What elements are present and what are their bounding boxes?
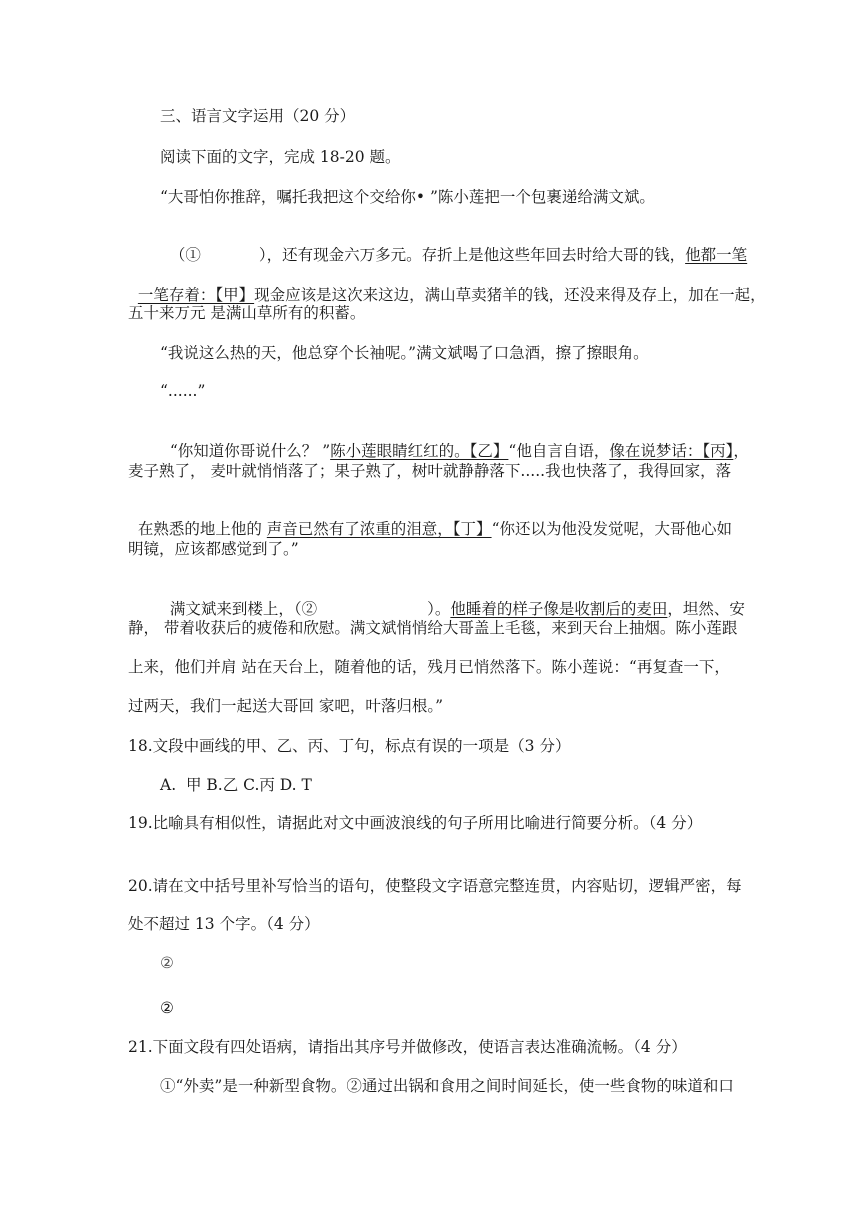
blank-1-label: （① bbox=[169, 246, 201, 264]
blank-2-label: 满文斌来到楼上，（② bbox=[169, 600, 318, 618]
passage-text: 现金应该是这次来这边，满山草卖猪羊的钱，还没来得及存上，加在一起， bbox=[254, 286, 766, 304]
underlined-sentence-jia: 他都一笔 bbox=[685, 246, 748, 264]
passage-text: “他自言自语， bbox=[508, 442, 610, 460]
passage-paragraph-6-line-3: 上来，他们并肩 站在天台上，随着他的话，残月已悄然落下。陈小莲说：“再复查一下， bbox=[128, 658, 730, 676]
passage-paragraph-4: “......” bbox=[160, 382, 206, 400]
underlined-sentence-bing: 像在说梦话：【丙】 bbox=[609, 442, 734, 460]
passage-text: “你还以为他没发觉呢，大哥他心如 bbox=[491, 520, 732, 538]
passage-paragraph-2-line-1 bbox=[160, 225, 747, 265]
passage-paragraph-6-line-2: 静， 带着收获后的疲倦和欣慰。满文斌悄悄给大哥盖上毛毯，来到天台上抽烟。陈小莲跟 bbox=[128, 619, 738, 637]
passage-text: ，坦然、安 bbox=[667, 600, 745, 618]
passage-paragraph-5-line-4: 明镜，应该都感觉到了。” bbox=[128, 540, 299, 558]
answer-marker-1: ② bbox=[160, 954, 174, 972]
passage-paragraph-2-line-2 bbox=[128, 265, 766, 305]
question-18-options: A. 甲 B.乙 C.丙 D. T bbox=[160, 776, 312, 794]
passage-paragraph-5-line-2: 麦子熟了， 麦叶就悄悄落了；果子熟了，树叶就静静落下.....我也快落了，我得回家，落 bbox=[128, 462, 732, 480]
wavy-underlined-metaphor: 他睡着的样子像是收割后的麦田 bbox=[450, 600, 668, 618]
question-20-line-2: 处不超过 13 个字。（4 分） bbox=[128, 915, 320, 933]
passage-text: ）。 bbox=[427, 600, 451, 618]
passage-paragraph-5-line-1 bbox=[160, 421, 749, 461]
question-18: 18.文段中画线的甲、乙、丙、丁句，标点有误的一项是（3 分） bbox=[128, 737, 571, 755]
passage-paragraph-2-line-3: 五十来万元 是满山草所有的积蓄。 bbox=[128, 304, 366, 322]
question-21-text: ①“外卖”是一种新型食物。②通过出锅和食用之间时间延长，使一些食物的味道和口 bbox=[160, 1077, 734, 1095]
passage-paragraph-6-line-4: 过两天，我们一起送大哥回 家吧，叶落归根。” bbox=[128, 697, 444, 715]
passage-paragraph-1: “大哥怕你推辞，嘱托我把这个交给你• ”陈小莲把一个包裹递给满文斌。 bbox=[160, 188, 655, 206]
underlined-sentence-yi: 陈小莲眼睛红红的。【乙】 bbox=[330, 442, 509, 460]
question-19: 19.比喻具有相似性，请据此对文中画波浪线的句子所用比喻进行简要分析。（4 分） bbox=[128, 814, 703, 832]
passage-paragraph-6-line-1 bbox=[160, 579, 745, 619]
passage-text: ），还有现金六万多元。存折上是他这些年回去时给大哥的钱， bbox=[258, 246, 686, 264]
passage-paragraph-3: “我说这么热的天，他总穿个长袖呢。”满文斌喝了口急酒，擦了擦眼角。 bbox=[160, 344, 649, 362]
passage-text: 在熟悉的地上他的 bbox=[137, 520, 267, 538]
instruction: 阅读下面的文字，完成 18-20 题。 bbox=[160, 148, 401, 166]
passage-paragraph-5-line-3 bbox=[128, 499, 732, 539]
question-20-line-1: 20.请在文中括号里补写恰当的语句，使整段文字语意完整连贯，内容贴切，逻辑严密，每 bbox=[128, 877, 742, 895]
question-21: 21.下面文段有四处语病，请指出其序号并做修改，使语言表达准确流畅。（4 分） bbox=[128, 1038, 687, 1056]
underlined-sentence-jia-end: 一笔存着：【甲】 bbox=[137, 286, 255, 304]
passage-text: ， bbox=[733, 442, 749, 460]
passage-text: “你知道你哥说什么？ ” bbox=[169, 442, 331, 460]
answer-marker-2: ② bbox=[160, 999, 174, 1017]
section-title: 三、语言文字运用（20 分） bbox=[160, 107, 356, 125]
underlined-sentence-ding: 声音已然有了浓重的泪意，【丁】 bbox=[266, 520, 492, 538]
